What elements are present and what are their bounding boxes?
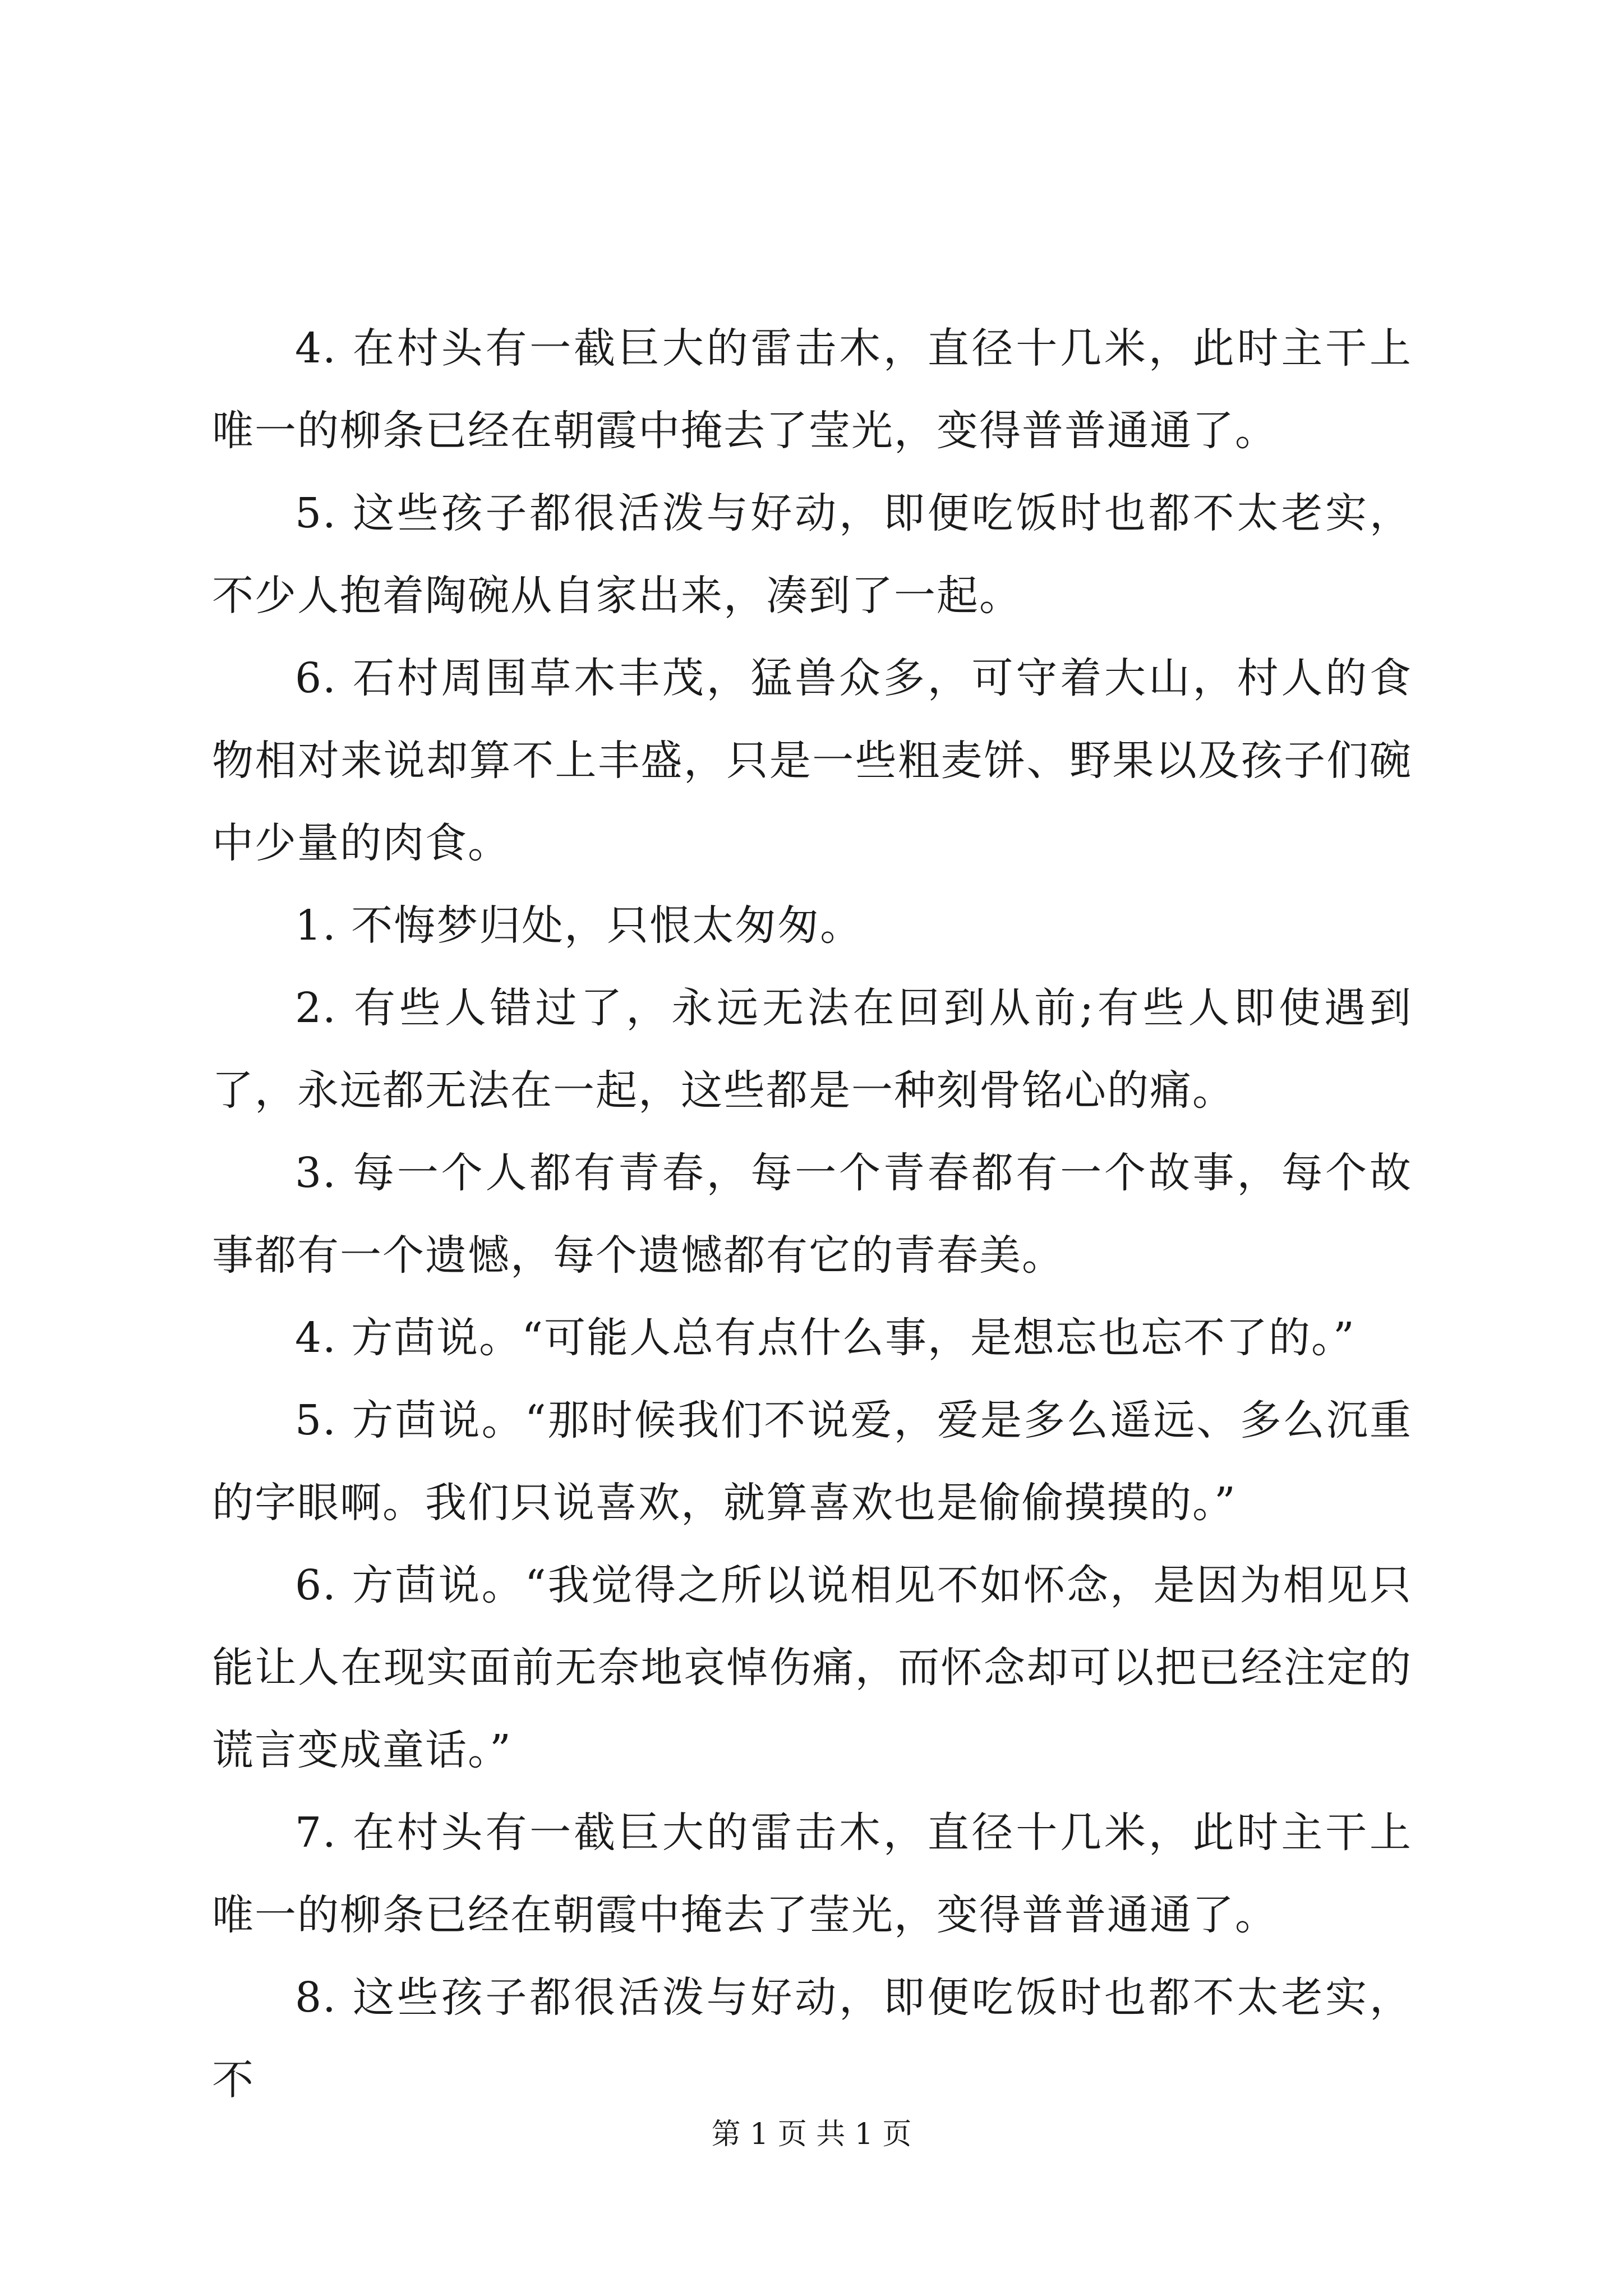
paragraph: 2. 有些人错过了，永远无法在回到从前;有些人即使遇到了，永远都无法在一起，这些都是一种刻骨铭心的痛。 bbox=[212, 984, 1412, 1115]
paragraph: 6. 方茴说。“我觉得之所以说相见不如怀念，是因为相见只能让人在现实面前无奈地哀悼伤痛，而怀念却可以把已经注定的谎言变成童话。” bbox=[212, 1561, 1412, 1774]
paragraph: 3. 每一个人都有青春，每一个青春都有一个故事，每个故事都有一个遗憾，每个遗憾都有它的青春美。 bbox=[212, 1149, 1412, 1280]
paragraph: 1. 不悔梦归处，只恨太匆匆。 bbox=[295, 901, 863, 950]
paragraph: 5. 这些孩子都很活泼与好动，即便吃饭时也都不太老实，不少人抱着陶碗从自家出来，凑到了一起。 bbox=[212, 489, 1412, 620]
paragraph: 7. 在村头有一截巨大的雷击木，直径十几米，此时主干上唯一的柳条已经在朝霞中掩去了莹光，变得普普通通了。 bbox=[212, 1809, 1412, 1939]
paragraph: 4. 方茴说。“可能人总有点什么事，是想忘也忘不了的。” bbox=[295, 1314, 1355, 1362]
paragraph: 6. 石村周围草木丰茂，猛兽众多，可守着大山，村人的食物相对来说却算不上丰盛，只是一些粗麦饼、野果以及孩子们碗中少量的肉食。 bbox=[212, 654, 1412, 867]
paragraph: 4. 在村头有一截巨大的雷击木，直径十几米，此时主干上唯一的柳条已经在朝霞中掩去了莹光，变得普普通通了。 bbox=[212, 324, 1412, 455]
paragraph: 5. 方茴说。“那时候我们不说爱，爱是多么遥远、多么沉重的字眼啊。我们只说喜欢，就算喜欢也是偷偷摸摸的。” bbox=[212, 1396, 1412, 1527]
page-footer: 第 1 页 共 1 页 bbox=[711, 2118, 912, 2151]
paragraph: 8. 这些孩子都很活泼与好动，即便吃饭时也都不太老实，不 bbox=[212, 1973, 1412, 2104]
document-body bbox=[212, 307, 1412, 2122]
